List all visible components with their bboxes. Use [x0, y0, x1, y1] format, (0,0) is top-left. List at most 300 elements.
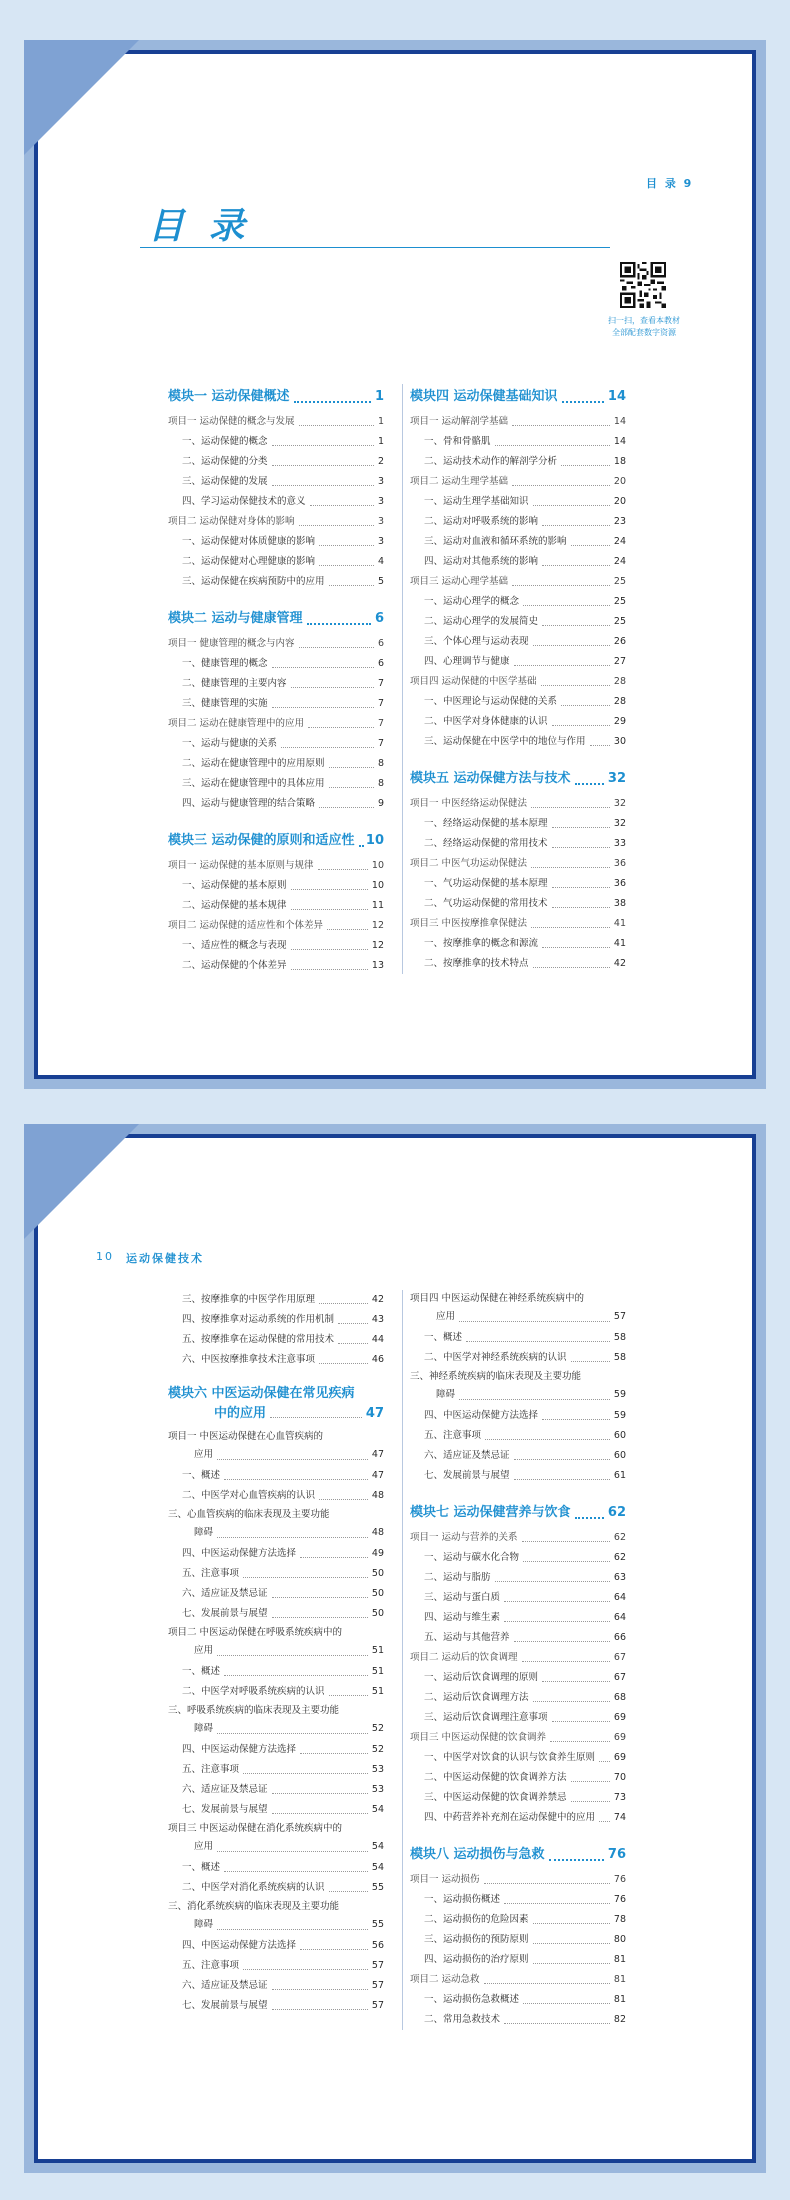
toc-sub-entry	[410, 1950, 626, 1970]
toc-entry-label: 二、运动技术动作的解剖学分析	[424, 456, 558, 467]
dot-leader	[270, 1417, 362, 1418]
toc-page-number: 61	[613, 1470, 626, 1481]
toc-sub-entry	[410, 1608, 626, 1628]
toc-entry-label: 三、按摩推拿的中医学作用原理	[182, 1294, 316, 1305]
dot-leader	[531, 927, 610, 928]
toc-sub-entry	[168, 472, 384, 492]
toc-sub-entry	[168, 1760, 384, 1780]
dot-leader	[359, 845, 362, 847]
toc-page-number: 53	[371, 1784, 384, 1795]
toc-project-entry	[410, 672, 626, 692]
toc-entry-label: 七、发展前景与展望	[182, 2000, 268, 2011]
toc-sub-entry	[410, 1990, 626, 2010]
dot-leader	[599, 1821, 610, 1822]
toc-sub-entry	[168, 532, 384, 552]
dot-leader	[533, 1923, 610, 1924]
dot-leader	[571, 1361, 610, 1362]
toc-module-heading	[168, 1384, 384, 1424]
dot-leader	[533, 505, 610, 506]
toc-project-entry	[410, 1290, 626, 1326]
toc-page-number: 30	[613, 736, 626, 747]
toc-page-number: 76	[613, 1874, 626, 1885]
dot-leader	[319, 1363, 368, 1364]
dot-leader	[307, 623, 371, 625]
toc-entry-label: 三、运动与蛋白质	[424, 1592, 501, 1603]
toc-sub-entry	[410, 1548, 626, 1568]
toc-sub-entry	[168, 1740, 384, 1760]
toc-entry-label: 六、适应证及禁忌证	[424, 1450, 510, 1461]
toc-page-number: 64	[613, 1612, 626, 1623]
toc-sub-entry	[410, 1910, 626, 1930]
toc-entry-label: 一、概述	[182, 1470, 221, 1481]
toc-project-entry	[410, 1528, 626, 1548]
dot-leader	[504, 2023, 610, 2024]
toc-entry-label: 四、中药营养补充剂在运动保健中的应用	[424, 1812, 596, 1823]
dot-leader	[552, 847, 610, 848]
toc-page-number: 3	[377, 476, 384, 487]
dot-leader	[504, 1601, 610, 1602]
toc-module-heading	[168, 606, 384, 632]
toc-project-entry	[410, 1870, 626, 1890]
dot-leader	[294, 401, 371, 403]
toc-entry-label: 四、心理调节与健康	[424, 656, 510, 667]
toc-page-number: 41	[613, 938, 626, 949]
dot-leader	[299, 647, 374, 648]
toc-entry-label: 项目二 中医运动保健在呼吸系统疾病中的	[168, 1627, 343, 1638]
toc-page-number: 47	[371, 1449, 384, 1460]
toc-entry-label: 五、注意事项	[182, 1960, 240, 1971]
toc-page-number: 60	[613, 1430, 626, 1441]
dot-leader	[217, 1655, 368, 1656]
toc-sub-entry	[168, 956, 384, 976]
toc-page-number: 6	[377, 658, 384, 669]
dot-leader	[549, 1859, 604, 1861]
toc-entry-label: 二、常用急救技术	[424, 2014, 501, 2025]
toc-project-entry	[168, 512, 384, 532]
toc-page-number: 2	[377, 456, 384, 467]
toc-page-number: 36	[613, 878, 626, 889]
dot-leader	[542, 1681, 610, 1682]
toc-sub-entry	[410, 1768, 626, 1788]
toc-project-entry	[410, 572, 626, 592]
toc-page-number: 63	[613, 1572, 626, 1583]
toc-sub-entry	[168, 734, 384, 754]
dot-leader	[291, 969, 368, 970]
toc-entry-label-cont: 应用	[194, 1449, 214, 1460]
toc-page-number: 57	[371, 1980, 384, 1991]
dot-leader	[495, 1581, 610, 1582]
toc-page-number: 7	[377, 698, 384, 709]
toc-page-number: 55	[371, 1882, 384, 1893]
toc-page-number: 24	[613, 536, 626, 547]
toc-page-number: 57	[371, 2000, 384, 2011]
dot-leader	[485, 1439, 610, 1440]
toc-entry-label-cont: 障碍	[194, 1723, 214, 1734]
toc-entry-label: 二、运动保健的基本规律	[182, 900, 287, 911]
dot-leader	[533, 967, 610, 968]
toc-entry-label: 项目三 中医运动保健在消化系统疾病中的	[168, 1823, 343, 1834]
toc-sub-entry	[168, 1290, 384, 1310]
dot-leader	[552, 907, 610, 908]
dot-leader	[272, 1617, 368, 1618]
toc-sub-entry	[168, 572, 384, 592]
dot-leader	[329, 767, 374, 768]
toc-sub-entry	[168, 1956, 384, 1976]
corner-fold	[24, 40, 139, 155]
toc-page-number: 43	[371, 1314, 384, 1325]
toc-sub-entry	[410, 532, 626, 552]
toc-page-number: 1	[374, 389, 384, 404]
toc-sub-entry	[410, 2010, 626, 2030]
toc-sub-entry	[168, 1506, 384, 1542]
toc-sub-entry	[168, 1662, 384, 1682]
toc-entry-label: 二、运动保健对心理健康的影响	[182, 556, 316, 567]
toc-sub-entry	[168, 1898, 384, 1934]
dot-leader	[561, 705, 610, 706]
toc-page-number: 20	[613, 496, 626, 507]
toc-page-number: 69	[613, 1752, 626, 1763]
toc-entry-label: 三、运动在健康管理中的具体应用	[182, 778, 325, 789]
toc-entry-label: 一、按摩推拿的概念和源流	[424, 938, 539, 949]
toc-page-number: 9	[377, 798, 384, 809]
toc-page-number: 50	[371, 1588, 384, 1599]
toc-page-number: 23	[613, 516, 626, 527]
toc-entry-label: 二、运动对呼吸系统的影响	[424, 516, 539, 527]
toc-page-number: 76	[613, 1894, 626, 1905]
toc-sub-entry	[168, 774, 384, 794]
toc-entry-label: 项目二 运动保健的适应性和个体差异	[168, 920, 324, 931]
toc-entry-label: 项目三 中医运动保健的饮食调养	[410, 1732, 547, 1743]
dot-leader	[552, 887, 610, 888]
toc-project-entry	[168, 714, 384, 734]
toc-entry-label: 一、概述	[182, 1862, 221, 1873]
dot-leader	[552, 725, 610, 726]
dot-leader	[217, 1851, 368, 1852]
toc-entry-label: 七、发展前景与展望	[424, 1470, 510, 1481]
toc-page-2	[24, 1124, 766, 2173]
dot-leader	[533, 1701, 610, 1702]
toc-entry-label: 六、适应证及禁忌证	[182, 1588, 268, 1599]
toc-entry-label: 一、骨和骨骼肌	[424, 436, 491, 447]
toc-project-entry	[410, 914, 626, 934]
toc-sub-entry	[410, 1688, 626, 1708]
dot-leader	[522, 1661, 610, 1662]
toc-sub-entry	[410, 1446, 626, 1466]
toc-page-number: 70	[613, 1772, 626, 1783]
dot-leader	[272, 1989, 368, 1990]
toc-entry-label: 项目一 运动与营养的关系	[410, 1532, 518, 1543]
toc-entry-label: 模块八 运动损伤与急救	[410, 1847, 545, 1862]
dot-leader	[300, 1557, 368, 1558]
toc-entry-label: 项目二 中医气功运动保健法	[410, 858, 528, 869]
toc-page-number: 36	[613, 858, 626, 869]
toc-sub-entry	[168, 1702, 384, 1738]
toc-page-number: 42	[371, 1294, 384, 1305]
toc-sub-entry	[410, 452, 626, 472]
toc-sub-entry	[168, 896, 384, 916]
toc-entry-label: 四、运动与维生素	[424, 1612, 501, 1623]
toc-entry-label: 四、中医运动保健方法选择	[182, 1940, 297, 1951]
dot-leader	[319, 1499, 368, 1500]
corner-fold	[24, 1124, 139, 1239]
toc-sub-entry	[410, 1668, 626, 1688]
toc-page-number: 26	[613, 636, 626, 647]
toc-entry-label: 二、运动保健的个体差异	[182, 960, 287, 971]
toc-entry-label: 模块七 运动保健营养与饮食	[410, 1505, 571, 1520]
dot-leader	[522, 1541, 610, 1542]
toc-sub-entry	[410, 894, 626, 914]
toc-entry-label: 三、健康管理的实施	[182, 698, 268, 709]
title-rule	[140, 247, 610, 248]
toc-sub-entry	[168, 654, 384, 674]
toc-sub-entry	[168, 552, 384, 572]
toc-page-number: 7	[377, 738, 384, 749]
toc-entry-label: 四、运动与健康管理的结合策略	[182, 798, 316, 809]
toc-page-number: 49	[371, 1548, 384, 1559]
toc-page-number: 57	[613, 1311, 626, 1322]
toc-project-entry	[168, 916, 384, 936]
toc-sub-entry	[168, 674, 384, 694]
toc-entry-label: 一、运动保健的基本原则	[182, 880, 287, 891]
toc-sub-entry	[410, 954, 626, 974]
toc-sub-entry	[410, 814, 626, 834]
toc-entry-label: 三、消化系统疾病的临床表现及主要功能	[168, 1901, 340, 1912]
toc-sub-entry	[168, 432, 384, 452]
toc-page-number: 58	[613, 1352, 626, 1363]
dot-leader	[217, 1929, 368, 1930]
toc-sub-entry	[168, 1682, 384, 1702]
toc-page-number: 28	[613, 696, 626, 707]
toc-page-number: 8	[377, 778, 384, 789]
dot-leader	[542, 565, 610, 566]
toc-page-number: 25	[613, 596, 626, 607]
dot-leader	[542, 625, 610, 626]
toc-sub-entry	[168, 1584, 384, 1604]
toc-page-number: 7	[377, 718, 384, 729]
toc-entry-label: 二、中医学对消化系统疾病的认识	[182, 1882, 325, 1893]
toc-page-number: 56	[371, 1940, 384, 1951]
toc-sub-entry	[410, 1426, 626, 1446]
dot-leader	[552, 1721, 610, 1722]
toc-entry-label: 五、注意事项	[182, 1568, 240, 1579]
qr-caption: 扫一扫，查看本教材全部配套数字资源	[608, 316, 680, 337]
dot-leader	[272, 485, 374, 486]
toc-page-number: 74	[613, 1812, 626, 1823]
dot-leader	[217, 1733, 368, 1734]
running-head: 运动保健技术	[126, 1252, 204, 1265]
toc-entry-label: 一、运动与碳水化合物	[424, 1552, 520, 1563]
toc-sub-entry	[168, 1466, 384, 1486]
toc-page-number: 29	[613, 716, 626, 727]
toc-entry-label: 二、中医学对神经系统疾病的认识	[424, 1352, 567, 1363]
dot-leader	[533, 1943, 610, 1944]
toc-sub-entry	[410, 712, 626, 732]
toc-page-number: 13	[371, 960, 384, 971]
dot-leader	[459, 1321, 610, 1322]
toc-sub-entry	[410, 1588, 626, 1608]
dot-leader	[504, 1621, 610, 1622]
toc-entry-label: 项目二 运动急救	[410, 1974, 480, 1985]
toc-sub-entry	[168, 1858, 384, 1878]
toc-entry-label-cont: 应用	[194, 1841, 214, 1852]
toc-entry-label: 四、运动对其他系统的影响	[424, 556, 539, 567]
toc-entry-label: 三、运动对血液和循环系统的影响	[424, 536, 567, 547]
toc-page-number: 6	[374, 611, 384, 626]
toc-page-number: 64	[613, 1592, 626, 1603]
toc-entry-label: 项目一 运动保健的概念与发展	[168, 416, 295, 427]
toc-page-number: 7	[377, 678, 384, 689]
toc-sub-entry	[168, 1544, 384, 1564]
toc-entry-label: 模块一 运动保健概述	[168, 389, 290, 404]
toc-entry-label: 四、中医运动保健方法选择	[182, 1548, 297, 1559]
dot-leader	[514, 1459, 610, 1460]
dot-leader	[571, 545, 610, 546]
toc-page-number: 50	[371, 1608, 384, 1619]
dot-leader	[512, 485, 610, 486]
dot-leader	[217, 1537, 368, 1538]
toc-entry-label: 五、按摩推拿在运动保健的常用技术	[182, 1334, 335, 1345]
toc-sub-entry	[410, 592, 626, 612]
toc-sub-entry	[168, 1350, 384, 1370]
toc-sub-entry	[410, 1568, 626, 1588]
dot-leader	[224, 1479, 368, 1480]
toc-project-entry	[410, 1648, 626, 1668]
toc-sub-entry	[410, 874, 626, 894]
toc-sub-entry	[410, 1328, 626, 1348]
toc-entry-label: 一、气功运动保健的基本原理	[424, 878, 548, 889]
toc-entry-label-cont: 应用	[194, 1645, 214, 1656]
dot-leader	[599, 1761, 610, 1762]
toc-page-number: 81	[613, 1974, 626, 1985]
toc-entry-label: 一、概述	[424, 1332, 463, 1343]
dot-leader	[272, 445, 374, 446]
toc-sub-entry	[410, 1368, 626, 1404]
toc-module-heading	[410, 1500, 626, 1526]
dot-leader	[531, 807, 610, 808]
toc-page-number: 5	[377, 576, 384, 587]
toc-entry-label: 一、运动后饮食调理的原则	[424, 1672, 539, 1683]
toc-sub-entry	[410, 1788, 626, 1808]
toc-entry-label: 三、运动后饮食调理注意事项	[424, 1712, 548, 1723]
dot-leader	[272, 1793, 368, 1794]
toc-entry-label: 三、中医运动保健的饮食调养禁忌	[424, 1792, 567, 1803]
toc-page-number: 32	[607, 771, 626, 786]
dot-leader	[542, 947, 610, 948]
toc-entry-label: 一、健康管理的概念	[182, 658, 268, 669]
toc-page-number: 3	[377, 516, 384, 527]
toc-page-number: 12	[371, 940, 384, 951]
toc-page-number: 48	[371, 1490, 384, 1501]
toc-sub-entry	[168, 694, 384, 714]
toc-sub-entry	[168, 1780, 384, 1800]
toc-sub-entry	[168, 1564, 384, 1584]
toc-entry-label: 项目一 运动损伤	[410, 1874, 480, 1885]
dot-leader	[552, 827, 610, 828]
toc-page-number: 10	[371, 860, 384, 871]
toc-entry-label: 三、心血管疾病的临床表现及主要功能	[168, 1509, 330, 1520]
dot-leader	[562, 401, 604, 403]
toc-sub-entry	[168, 1486, 384, 1506]
dot-leader	[514, 1479, 610, 1480]
toc-entry-label: 一、适应性的概念与表现	[182, 940, 287, 951]
dot-leader	[319, 1303, 368, 1304]
toc-entry-label: 项目三 中医按摩推拿保健法	[410, 918, 528, 929]
toc-entry-label: 三、运动保健在中医学中的地位与作用	[424, 736, 586, 747]
dot-leader	[495, 445, 610, 446]
dot-leader	[523, 1561, 610, 1562]
toc-page-number: 18	[613, 456, 626, 467]
toc-project-entry	[410, 412, 626, 432]
toc-page-number: 32	[613, 818, 626, 829]
dot-leader	[243, 1969, 368, 1970]
dot-leader	[533, 645, 610, 646]
page-sheet	[34, 1134, 756, 2163]
dot-leader	[243, 1577, 368, 1578]
toc-entry-label: 一、运动生理学基础知识	[424, 496, 529, 507]
toc-page-number: 73	[613, 1792, 626, 1803]
toc-page-number: 82	[613, 2014, 626, 2025]
toc-module-heading	[410, 384, 626, 410]
dot-leader	[571, 1801, 610, 1802]
toc-sub-entry	[410, 432, 626, 452]
toc-entry-label: 二、运动心理学的发展简史	[424, 616, 539, 627]
toc-entry-label: 项目一 中医运动保健在心血管疾病的	[168, 1431, 324, 1442]
toc-sub-entry	[410, 1708, 626, 1728]
toc-page-number: 81	[613, 1994, 626, 2005]
toc-sub-entry	[410, 1348, 626, 1368]
dot-leader	[243, 1773, 368, 1774]
dot-leader	[310, 505, 374, 506]
toc-page-number: 60	[613, 1450, 626, 1461]
toc-entry-label: 一、经络运动保健的基本原理	[424, 818, 548, 829]
toc-entry-label: 五、注意事项	[424, 1430, 482, 1441]
toc-sub-entry	[410, 652, 626, 672]
toc-module-heading	[168, 384, 384, 410]
dot-leader	[272, 465, 374, 466]
toc-page-number: 53	[371, 1764, 384, 1775]
toc-sub-entry	[410, 612, 626, 632]
column-divider	[402, 1290, 403, 2030]
toc-page-number: 4	[377, 556, 384, 567]
toc-page-number: 6	[377, 638, 384, 649]
toc-entry-label: 模块四 运动保健基础知识	[410, 389, 558, 404]
toc-page-number: 67	[613, 1672, 626, 1683]
toc-entry-label: 二、运动后饮食调理方法	[424, 1692, 529, 1703]
toc-project-entry	[168, 634, 384, 654]
toc-entry-label: 一、运动保健的概念	[182, 436, 268, 447]
dot-leader	[541, 685, 610, 686]
toc-sub-entry	[168, 1936, 384, 1956]
dot-leader	[575, 783, 604, 785]
toc-page-number: 8	[377, 758, 384, 769]
dot-leader	[571, 1781, 610, 1782]
toc-module-heading	[410, 1842, 626, 1868]
dot-leader	[300, 1753, 368, 1754]
toc-entry-label: 七、发展前景与展望	[182, 1804, 268, 1815]
dot-leader	[272, 2009, 368, 2010]
dot-leader	[224, 1675, 368, 1676]
toc-sub-entry	[168, 1996, 384, 2016]
toc-page-number: 55	[371, 1919, 384, 1930]
toc-entry-label: 二、健康管理的主要内容	[182, 678, 287, 689]
dot-leader	[514, 665, 610, 666]
toc-entry-label: 四、中医运动保健方法选择	[182, 1744, 297, 1755]
toc-sub-entry	[410, 834, 626, 854]
toc-sub-entry	[168, 1330, 384, 1350]
toc-page-number: 80	[613, 1934, 626, 1945]
toc-page-number: 57	[371, 1960, 384, 1971]
toc-project-entry	[168, 1820, 384, 1856]
